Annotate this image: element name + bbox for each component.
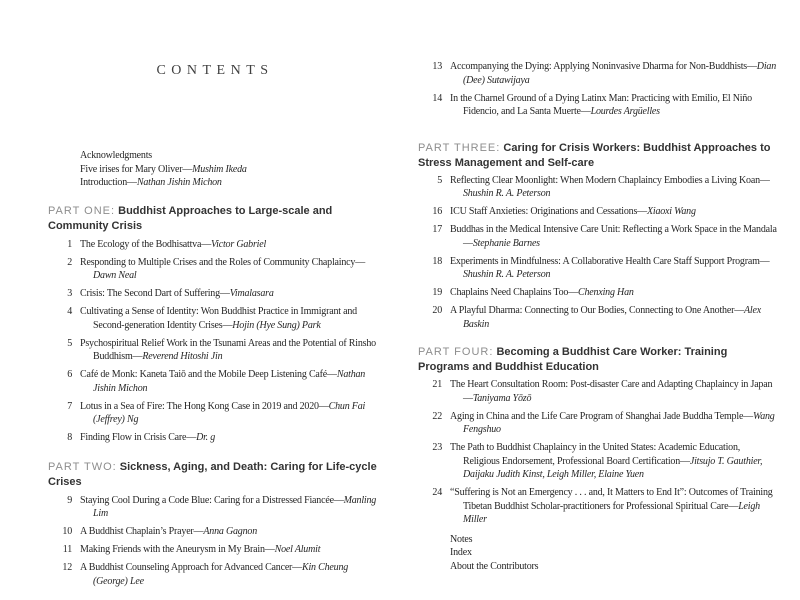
chapter-title: Café de Monk: Kaneta Taiō and the Mobile Deep Listening Café—Nathan Jishin Michon (80, 369, 366, 394)
toc-entry (418, 286, 778, 300)
part-two-title: Sickness, Aging, and Death: Caring for Life-cycle Crises (48, 460, 377, 488)
chapter-number: 17 (432, 224, 442, 235)
part-one-entries (48, 238, 382, 445)
chapter-author: Dr. g (196, 432, 216, 443)
chapter-author: Noel Alumit (274, 544, 321, 555)
back-matter-item: About the Contributors (450, 560, 539, 572)
chapter-title: Crisis: The Second Dart of Suffering—Vimalasara (80, 288, 274, 299)
chapter-title: The Path to Buddhist Chaplaincy in the United States: Academic Education, Religious Endorsement, Professional Board Certification—Jitsujo T. Gauthier, Daijaku Judith Kinst, Leigh Miller, Elaine Yuen (450, 442, 763, 480)
part-three-heading (418, 141, 778, 171)
toc-entry (48, 287, 382, 301)
chapter-number: 13 (432, 61, 442, 72)
chapter-author: Dawn Neal (93, 270, 137, 281)
toc-entry (48, 525, 382, 539)
chapter-author: Reverend Hitoshi Jin (142, 351, 223, 362)
chapter-title: Experiments in Mindfulness: A Collaborative Health Care Staff Support Program—Shushin R. A. Peterson (450, 255, 770, 280)
chapter-title: A Buddhist Counseling Approach for Advanced Cancer—Kin Cheung (George) Lee (80, 562, 349, 587)
toc-entry (418, 441, 778, 482)
chapter-author: Nathan Jishin Michon (93, 369, 366, 394)
chapter-author: Manling Lim (93, 494, 377, 519)
toc-entry (418, 205, 778, 219)
toc-entry (48, 494, 382, 521)
toc-entry (48, 337, 382, 364)
chapter-author: Stephanie Barnes (472, 237, 540, 249)
back-matter (450, 533, 778, 574)
chapter-title: A Buddhist Chaplain’s Prayer—Anna Gagnon (80, 526, 258, 537)
chapter-number: 9 (67, 494, 72, 506)
chapter-number: 22 (432, 410, 442, 422)
part-two-entries (48, 494, 382, 589)
part-three-label: PART THREE: (418, 141, 501, 154)
toc-entry (418, 486, 778, 527)
front-matter-item (80, 149, 382, 163)
chapter-number: 6 (67, 369, 72, 380)
part-two-label: PART TWO: (48, 460, 117, 473)
chapter-number: 7 (67, 400, 72, 412)
chapter-author: Victor Gabriel (211, 238, 267, 250)
chapter-author: Hojin (Hye Sung) Park (232, 319, 321, 331)
chapter-title: ICU Staff Anxieties: Originations and Cessations—Xiaoxi Wang (450, 206, 696, 217)
front-matter-title: Five irises for Mary Oliver— (80, 163, 193, 175)
chapter-author: Xiaoxi Wang (646, 206, 696, 217)
chapter-title: Psychospiritual Relief Work in the Tsunami Areas and the Potential of Rinsho Buddhism—Reverend Hitoshi Jin (80, 337, 376, 362)
chapter-number: 16 (432, 206, 442, 217)
front-matter-author: Nathan Jishin Michon (136, 177, 222, 188)
chapter-number: 2 (67, 256, 72, 268)
chapter-title: Reflecting Clear Moonlight: When Modern Chaplaincy Embodies a Living Koan—Shushin R. A. Peterson (450, 174, 770, 199)
chapter-author: Kin Cheung (George) Lee (93, 562, 349, 587)
chapter-author: Chun Fai (Jeffrey) Ng (93, 400, 366, 425)
chapter-title: Responding to Multiple Crises and the Roles of Community Chaplaincy—Dawn Neal (80, 256, 365, 281)
chapter-title: Making Friends with the Aneurysm in My Brain—Noel Alumit (80, 544, 321, 555)
chapter-title: Cultivating a Sense of Identity: Won Buddhist Practice in Immigrant and Second-generation Identity Crises—Hojin (Hye Sung) Park (80, 306, 357, 331)
chapter-number: 19 (432, 287, 442, 298)
chapter-author: Vimalasara (229, 288, 274, 299)
chapter-title: “Suffering is Not an Emergency . . . and, It Matters to End It”: Outcomes of Training Tibetan Buddhist Scholar-practitioners for Professional Spiritual Care—Leigh Miller (450, 487, 773, 525)
front-matter-author: Mushim Ikeda (192, 163, 247, 175)
chapter-title: Finding Flow in Crisis Care—Dr. g (80, 432, 216, 443)
front-matter-item (80, 163, 382, 177)
toc-entry (48, 256, 382, 283)
part-one-heading (48, 204, 382, 234)
toc-entry (418, 174, 778, 201)
part-four-entries (418, 378, 778, 527)
chapter-author: Shushin R. A. Peterson (463, 188, 551, 199)
part-one-title: Buddhist Approaches to Large-scale and Community Crisis (48, 204, 333, 232)
front-matter-title: Introduction— (80, 177, 137, 188)
chapter-title: Accompanying the Dying: Applying Noninvasive Dharma for Non-Buddhists—Dian (Dee) Sutawijaya (450, 61, 776, 86)
toc-entry (418, 223, 778, 250)
chapter-author: Leigh Miller (463, 500, 760, 525)
chapter-title: Staying Cool During a Code Blue: Caring for a Distressed Fiancée—Manling Lim (80, 494, 377, 519)
toc-entry (48, 368, 382, 395)
part-four-heading (418, 345, 778, 375)
toc-entry (48, 543, 382, 557)
chapter-author: Taniyama Yōzō (472, 392, 532, 404)
chapter-author: Shushin R. A. Peterson (463, 269, 551, 280)
chapter-number: 20 (432, 305, 442, 316)
chapter-title: The Heart Consultation Room: Post-disaster Care and Adapting Chaplaincy in Japan—Taniyama Yōzō (450, 379, 773, 404)
chapter-number: 14 (432, 92, 442, 104)
chapter-number: 18 (432, 255, 442, 267)
chapter-number: 24 (432, 487, 442, 498)
toc-entry (418, 378, 778, 405)
part-four-title: Becoming a Buddhist Care Worker: Training Programs and Buddhist Education (418, 346, 728, 373)
front-matter-item (80, 176, 382, 190)
part-three-entries (418, 174, 778, 332)
toc-entry (48, 238, 382, 252)
chapter-number: 10 (62, 526, 72, 537)
page-title: CONTENTS (156, 63, 274, 78)
chapter-author: Chenxing Han (578, 287, 634, 298)
chapter-number: 1 (67, 238, 72, 250)
chapter-author: Lourdes Argüelles (590, 106, 660, 117)
toc-entry (418, 410, 778, 437)
part-two-overflow-entries (418, 60, 778, 119)
chapter-number: 23 (432, 442, 442, 453)
chapter-title: Chaplains Need Chaplains Too—Chenxing Han (450, 287, 634, 298)
toc-entry (48, 400, 382, 427)
toc-entry (418, 92, 778, 119)
toc-right-column (418, 0, 778, 573)
chapter-title: The Ecology of the Bodhisattva—Victor Gabriel (80, 238, 267, 250)
toc-entry (48, 561, 382, 588)
chapter-title: A Playful Dharma: Connecting to Our Bodies, Connecting to One Another—Alex Baskin (450, 305, 761, 330)
toc-entry (418, 60, 778, 87)
chapter-number: 8 (67, 432, 72, 443)
chapter-author: Wang Fengshuo (463, 410, 775, 435)
chapter-number: 4 (67, 306, 72, 317)
chapter-title: Lotus in a Sea of Fire: The Hong Kong Case in 2019 and 2020—Chun Fai (Jeffrey) Ng (80, 400, 366, 425)
back-matter-item: Index (450, 547, 472, 558)
chapter-author: Anna Gagnon (203, 526, 258, 537)
chapter-title: In the Charnel Ground of a Dying Latinx Man: Practicing with Emilio, El Niño Fidencio, and La Santa Muerte—Lourdes Argüelles (450, 92, 752, 117)
chapter-author: Dian (Dee) Sutawijaya (463, 61, 776, 86)
front-matter-title: Acknowledgments (80, 150, 152, 161)
part-three-title: Caring for Crisis Workers: Buddhist Approaches to Stress Management and Self-care (418, 141, 771, 169)
chapter-number: 3 (67, 288, 72, 299)
front-matter (80, 149, 382, 190)
chapter-title: Aging in China and the Life Care Program of Shanghai Jade Buddha Temple—Wang Fengshuo (450, 410, 775, 435)
part-one-label: PART ONE: (48, 204, 116, 217)
part-four-label: PART FOUR: (418, 346, 494, 358)
chapter-number: 11 (62, 544, 72, 555)
chapter-author: Jitsujo T. Gauthier, Daijaku Judith Kinst, Leigh Miller, Elaine Yuen (463, 455, 763, 480)
chapter-number: 21 (432, 379, 442, 390)
back-matter-item: Notes (450, 533, 473, 545)
toc-entry (418, 255, 778, 282)
chapter-number: 5 (437, 174, 442, 186)
chapter-number: 5 (67, 337, 72, 349)
chapter-title: Buddhas in the Medical Intensive Care Unit: Reflecting a Work Space in the Mandala—Stephanie Barnes (450, 224, 777, 249)
toc-entry (418, 304, 778, 331)
chapter-number: 12 (62, 562, 72, 573)
part-two-heading (48, 460, 382, 490)
chapter-author: Alex Baskin (463, 305, 761, 330)
toc-left-column (48, 0, 382, 593)
toc-entry (48, 305, 382, 332)
toc-entry (48, 431, 382, 445)
